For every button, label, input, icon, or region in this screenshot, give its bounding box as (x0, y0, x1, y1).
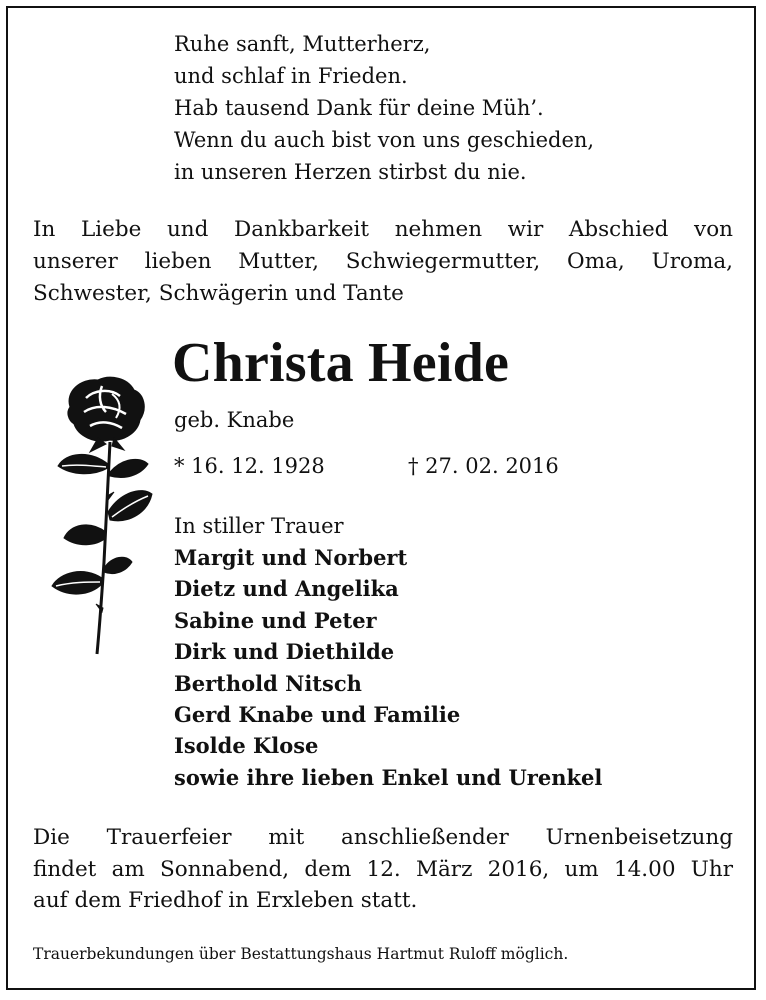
funeral-line: findet am Sonnabend, dem 12. März 2016, um 14.00 Uhr (33, 856, 733, 882)
poem (174, 28, 594, 188)
intro-line: In Liebe und Dankbarkeit nehmen wir Abschied von (33, 217, 733, 242)
list-item: Dietz und Angelika (174, 576, 399, 602)
list-item: Isolde Klose (174, 733, 319, 759)
footer-note: Trauerbekundungen über Bestattungshaus Hartmut Ruloff möglich. (33, 945, 569, 963)
birth-date: * 16. 12. 1928 (174, 454, 325, 478)
poem-line: und schlaf in Frieden. (174, 64, 408, 88)
rose-icon (50, 372, 160, 662)
poem-line: in unseren Herzen stirbst du nie. (174, 160, 527, 184)
list-item: Berthold Nitsch (174, 670, 362, 696)
poem-line: Hab tausend Dank für deine Müh’. (174, 96, 544, 120)
list-item: Sabine und Peter (174, 607, 377, 633)
intro-line: unserer lieben Mutter, Schwiegermutter, Oma, Uroma, (33, 249, 733, 274)
deceased-name: Christa Heide (172, 332, 510, 394)
intro-text (33, 214, 733, 310)
intro-line: Schwester, Schwägerin und Tante (33, 281, 404, 306)
mourning-intro: In stiller Trauer (174, 514, 344, 538)
list-item: Gerd Knabe und Familie (174, 702, 461, 728)
list-item: sowie ihre lieben Enkel und Urenkel (174, 764, 603, 790)
mourners-list (174, 542, 602, 793)
list-item: Margit und Norbert (174, 545, 408, 570)
list-item: Dirk und Diethilde (174, 639, 395, 665)
funeral-info (33, 822, 733, 917)
funeral-line: auf dem Friedhof in Erxleben statt. (33, 888, 418, 913)
poem-line: Ruhe sanft, Mutterherz, (174, 32, 431, 56)
funeral-line: Die Trauerfeier mit anschließender Urnenbeisetzung (33, 825, 733, 850)
birth-name: geb. Knabe (174, 408, 295, 432)
life-dates (174, 450, 559, 482)
death-date: † 27. 02. 2016 (408, 454, 559, 478)
poem-line: Wenn du auch bist von uns geschieden, (174, 128, 595, 152)
